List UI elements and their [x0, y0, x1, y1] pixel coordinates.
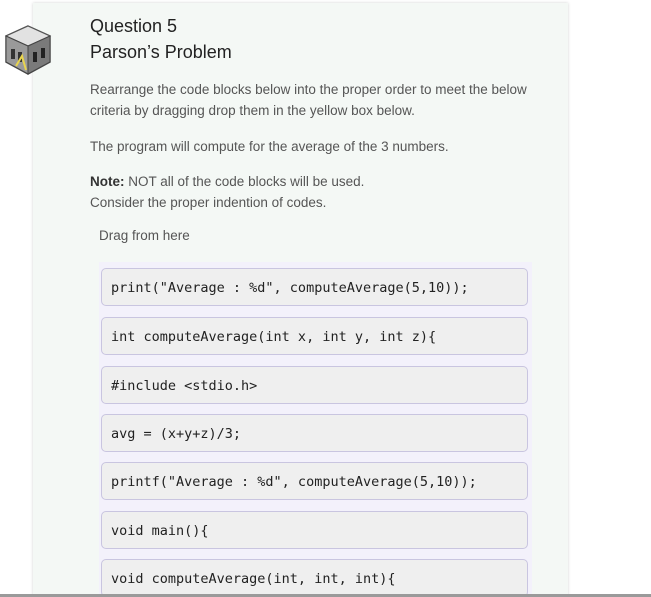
code-block-1[interactable]: print("Average : %d", computeAverage(5,10));	[101, 268, 528, 306]
drag-source-list	[99, 262, 532, 597]
note-text	[90, 171, 530, 213]
note-label: Note:	[90, 174, 125, 189]
code-block-4[interactable]: avg = (x+y+z)/3;	[101, 414, 528, 452]
code-block-5[interactable]: printf("Average : %d", computeAverage(5,10));	[101, 462, 528, 500]
code-block-6[interactable]: void main(){	[101, 511, 528, 549]
criteria-text: The program will compute for the average of the 3 numbers.	[90, 139, 449, 154]
note-body: NOT all of the code blocks will be used.	[124, 174, 365, 189]
instructions-text: Rearrange the code blocks below into the proper order to meet the below criteria by dragging drop them in the yellow box below.	[90, 82, 527, 118]
code-block-7[interactable]: void computeAverage(int, int, int){	[101, 559, 528, 597]
question-subtitle: Parson’s Problem	[90, 42, 232, 62]
code-block-3[interactable]: #include <stdio.h>	[101, 366, 528, 404]
question-title: Question 5	[90, 16, 178, 36]
school-building-logo-icon	[2, 22, 54, 78]
code-block-2[interactable]: int computeAverage(int x, int y, int z){	[101, 317, 528, 355]
note-line-2: Consider the proper indention of codes.	[90, 195, 327, 210]
drag-area-label: Drag from here	[99, 228, 190, 243]
